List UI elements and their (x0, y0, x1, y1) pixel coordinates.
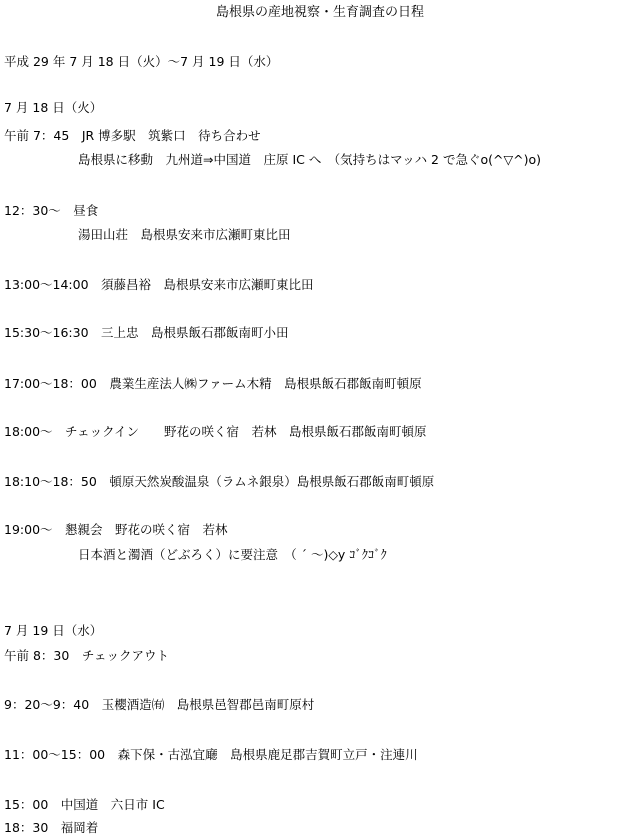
schedule-entry: 9：20～9：40 玉櫻酒造㈲ 島根県邑智郡邑南町原村 (4, 697, 315, 712)
schedule-entry: 15:30～16:30 三上忠 島根県飯石郡飯南町小田 (4, 325, 289, 340)
schedule-entry-detail: 湯田山荘 島根県安来市広瀬町東比田 (78, 227, 291, 242)
schedule-entry: 17:00～18：00 農業生産法人㈱ファーム木精 島根県飯石郡飯南町頓原 (4, 376, 422, 391)
schedule-entry: 12：30～ 昼食 (4, 203, 99, 218)
schedule-entry: 18:10～18：50 頓原天然炭酸温泉（ラムネ銀泉）島根県飯石郡飯南町頓原 (4, 474, 435, 489)
schedule-entry: 午前 7：45 JR 博多駅 筑紫口 待ち合わせ (4, 128, 261, 143)
day1-date: 7 月 18 日（火） (4, 100, 103, 115)
schedule-entry: 19:00～ 懇親会 野花の咲く宿 若林 (4, 522, 228, 537)
schedule-entry: 15：00 中国道 六日市 IC (4, 797, 165, 812)
day2-date: 7 月 19 日（水） (4, 623, 103, 638)
schedule-entry-detail: 島根県に移動 九州道⇒中国道 庄原 IC へ （気持ちはマッハ 2 で急ぐo(^▽^)o) (78, 152, 541, 167)
schedule-entry: 13:00～14:00 須藤昌裕 島根県安来市広瀬町東比田 (4, 277, 314, 292)
schedule-period: 平成 29 年 7 月 18 日（火）～7 月 19 日（水） (4, 54, 279, 69)
schedule-entry: 11：00～15：00 森下保・古泓宜廰 島根県鹿足郡吉賀町立戸・注連川 (4, 747, 418, 762)
schedule-entry-detail: 日本酒と濁酒（どぶろく）に要注意 （ ´ ～)◇y ｺﾞｸｺﾞｸ (78, 547, 387, 562)
document-title: 島根県の産地視察・生育調査の日程 (215, 5, 424, 20)
schedule-entry: 午前 8：30 チェックアウト (4, 648, 169, 663)
schedule-entry: 18：30 福岡着 (4, 820, 99, 835)
schedule-entry: 18:00～ チェックイン 野花の咲く宿 若林 島根県飯石郡飯南町頓原 (4, 424, 427, 439)
